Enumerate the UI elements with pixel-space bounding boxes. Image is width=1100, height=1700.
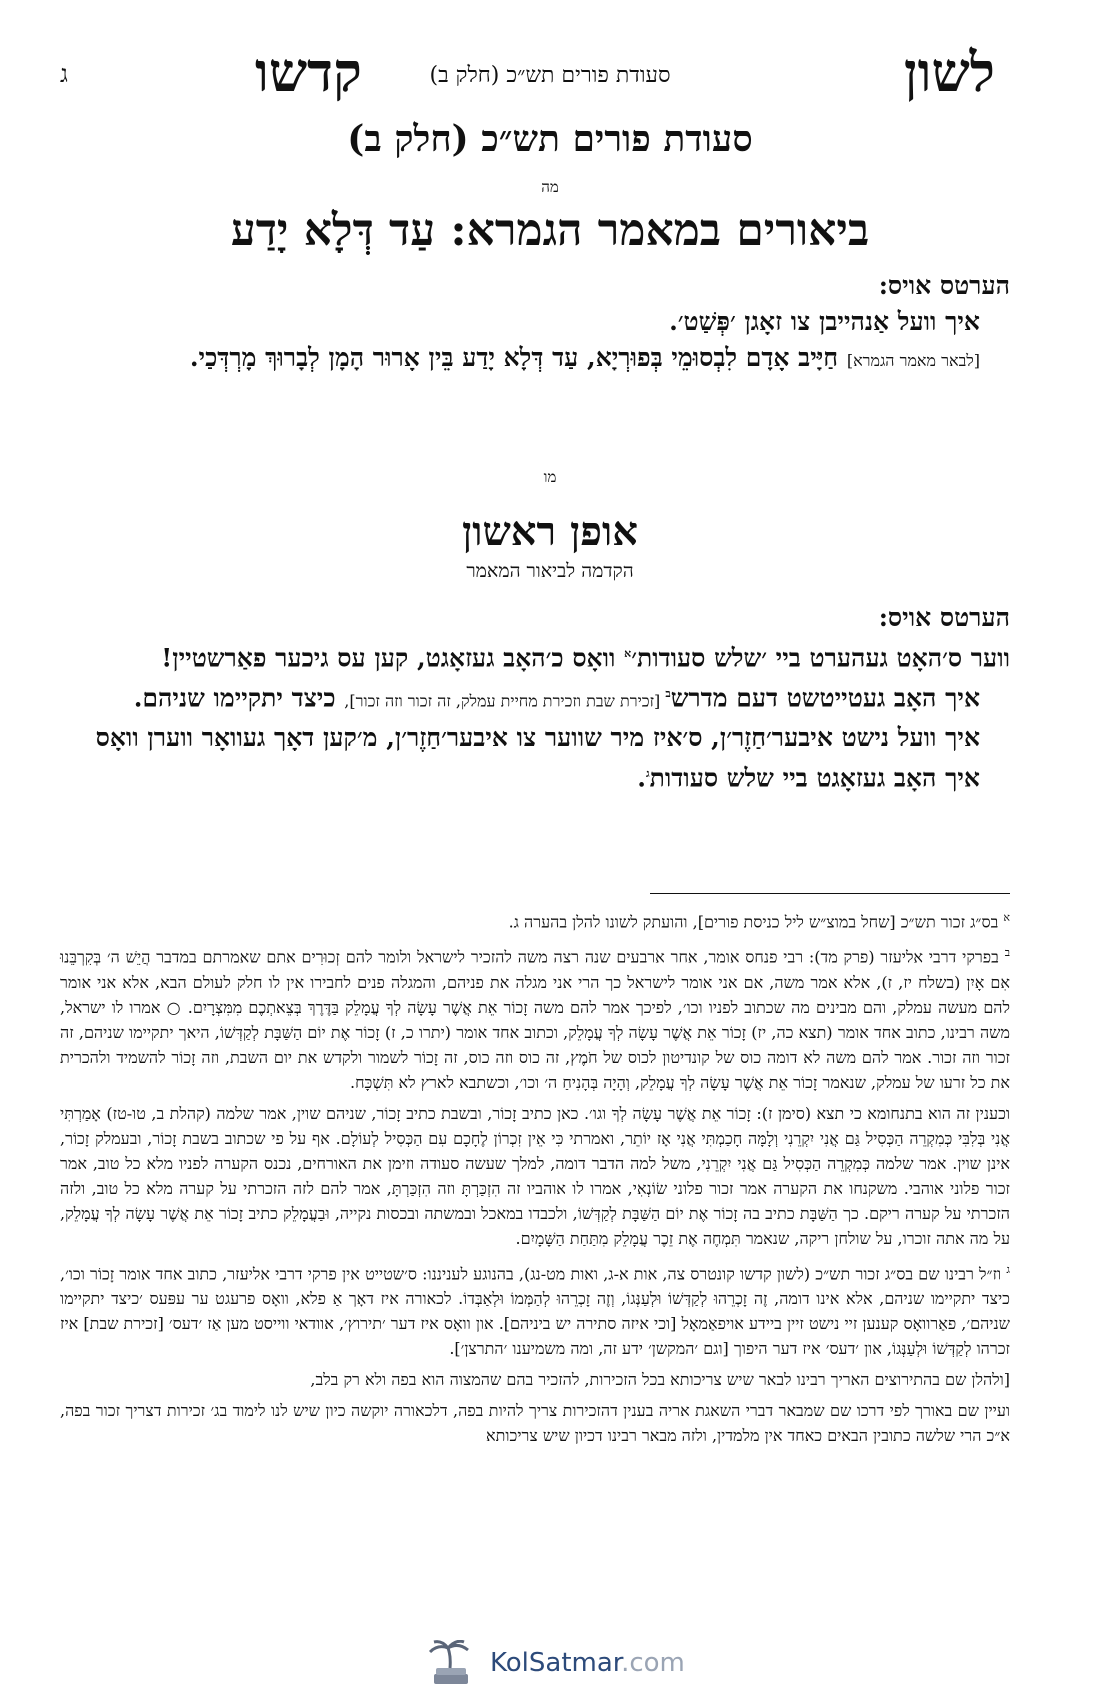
main-title: סעודת פורים תש״כ (חלק ב) xyxy=(347,118,753,160)
running-header xyxy=(60,40,1040,110)
section-body xyxy=(60,268,1010,379)
paragraph: איך וועל אַנהייבן צו זאָגן ׳פְּשַׁט׳. xyxy=(669,307,980,336)
footnote-ref[interactable]: ג xyxy=(646,766,650,780)
footnote-mark: א xyxy=(1003,911,1010,924)
text-run: איך האָב געטייטשט דעם מדרש xyxy=(670,683,980,713)
watermark-tld: .com xyxy=(621,1648,685,1678)
watermark-brand: KolSatmar xyxy=(490,1648,622,1678)
footnotes xyxy=(60,905,1010,1454)
footnote-mark: ג xyxy=(1006,1262,1010,1276)
paragraph xyxy=(60,340,1010,379)
palm-tree-icon xyxy=(420,1640,480,1690)
bracket-note: [זכירת שבת וזכירת מחיית עמלק, זה זכור וזה זכור], xyxy=(344,691,666,711)
text-run: ווער ס׳האָט געהערט ביי ׳שלש סעודות׳ xyxy=(631,643,1010,673)
footnote xyxy=(60,940,1010,1094)
section-heading: ביאורים במאמר הגמרא: עַד דְּלָא יָדַע xyxy=(230,205,870,256)
paragraph xyxy=(60,720,1010,796)
paragraph xyxy=(60,676,1010,719)
quote-text: חַיָּיב אָדָם לִבְסוּמֵי בְּפוּרְיָא, עַד דְּלָא יָדַע בֵּין אָרוּר הָמָן לְבָרוּךְ מָרְדְּכַי. xyxy=(189,343,839,372)
paragraph: הערטס אויס: xyxy=(878,603,1010,632)
watermark xyxy=(420,1640,700,1690)
footnote: [ולהלן שם בהתירוצים האריך רבינו לבאר שיש צריכותא בכל הזכירות, להזכיר בהם שהמצוה הוא בפה ולא רק בלב, xyxy=(310,1369,1010,1389)
footnote-ref[interactable]: ב xyxy=(665,687,671,701)
footnote xyxy=(60,905,1010,934)
section-body xyxy=(60,600,1010,796)
text-run: . xyxy=(637,762,646,792)
footnote: ועיין שם באורך לפי דרכו שם שמבאר דברי השאגת אריה בענין דהזכירות צריך להיות בפה, דלכאורה יוקשה כיון שיש לנו לימוד בג׳ זכירות דצריך זכור בפה, א״כ הרי שלשה כתובין הבאים כאחד אין מלמדין, ולזה מבאר רבינו דכיון שיש צריכותא xyxy=(60,1400,1010,1445)
paragraph: הערטס אויס: xyxy=(878,271,1010,300)
footnote-mark: ב xyxy=(1004,946,1010,960)
header-title-left: קדשו xyxy=(255,40,362,104)
section-number: מו xyxy=(543,468,557,486)
footnote-ref[interactable]: א xyxy=(624,647,632,660)
footnote-divider xyxy=(650,893,1010,894)
section-subheading: הקדמה לביאור המאמר xyxy=(466,560,634,582)
bracket-note: [לבאר מאמר הגמרא] xyxy=(846,351,980,370)
footnote: וכענין זה הוא בתנחומא כי תצא (סימן ז): זָכוֹר אֵת אֲשֶׁר עָשָׂה לְךָ וגו׳. כאן כתיב זָכוֹר, ובשבת כתיב זָכוֹר, שניהם שוין, אמר שלמה (קהלת ב, טו-טז) אָמַרְתִּי אֲנִי בְּלִבִּי כְּמִקְרֵה הַכְּסִיל גַּם אֲנִי יִקְרֵנִי וְלָמָּה חָכַמְתִּי אֲנִי אָז יוֹתֵר, ואמרתי כִּי אֵין זִכְרוֹן לֶחָכָם עִם הַכְּסִיל לְעוֹלָם. אף על פי שכתוב בשבת זָכוֹר, ובעמלק זָכוֹר, אינן שוין. אמר שלמה כְּמִקְרֵה הַכְּסִיל גַּם אֲנִי יִקְרֵנִי, משל למה הדבר דומה, למלך שעשה סעודה וזימן את האורחים, נכנס הקערה לפניו מלא כל טוב, אמר זכור פלוני אוהבי. משקנחו את הקערה אמר זכור פלוני שׂוֹנְאִי, אמרו לו אוהביו זה הִזְכַּרְתָּ וזה הִזְכַּרְתָּ, אמר להם לזה הזכרתי על קערה מלא כל טוב, ולזה הזכרתי על קערה ריקם. כך הַשַּׁבָּת כתיב בה זָכוֹר אֶת יוֹם הַשַּׁבָּת לְקַדְּשׁוֹ, ולכבדו במאכל ובמשתה ובכסות נקייה, וּבַעֲמָלֵק כתיב זָכוֹר אֵת אֲשֶׁר עָשָׂה לְךָ עֲמָלֵק, על מה אתה זוכרו, על שולחן ריקה, שנאמר תִּמְחֶה אֶת זֵכֶר עֲמָלֵק מִתַּחַת הַשָּׁמָיִם. xyxy=(60,1103,1010,1248)
page-number: ג xyxy=(60,60,68,88)
header-subtitle: סעודת פורים תש״כ (חלק ב) xyxy=(429,63,671,88)
section-heading: אופן ראשון xyxy=(462,508,638,555)
footnote-text: וז״ל רבינו שם בס״ג זכור תש״כ (לשון קדשו קונטרס צה, אות א-ג, ואות מט-נג), בהנוגע לעניננו: ס׳שטייט אין פרקי דרבי אליעזר, כתוב אחד אומר זָכוֹר וכו׳, כיצד יתקיימו שניהם, אלא אינו דומה, זֶה זָכְרֵהוּ לְקַדְּשׁוֹ וּלְעַנְּגוֹ, וְזֶה זָכְרֵהוּ לְהַמְּמוֹ וּלְאַבְּדוֹ. לכאורה איז דאָך אַ פלא, וואָס פרעגט ער עפּעס ׳כיצד יתקיימו שניהם׳, פאַרוואָס קענען זיי נישט זיין ביידע אויפאַמאָל [וכי איזה סתירה יש ביניהם]. און וואָס איז דער ׳תירוץ׳, אוודאי ווייסט מען אַז ׳דעס׳ [זכירת שבת] איז זכרהו לְקַדְּשׁוֹ וּלְעַנְּגוֹ, און ׳דעס׳ איז דער היפוך [וגם ׳המקשן׳ ידע זה, ומה משמיענו ׳התרצן׳]. xyxy=(60,1263,1010,1358)
footnote-text: בפרקי דרבי אליעזר (פרק מד): רבי פנחס אומר, אחר ארבעים שנה רצה משה להזכיר לישראל ולומר להם זְכוּרִים אתם שאמרתם במדבר הֲיֵשׁ ה׳ בְּקִרְבֵּנוּ אִם אָיִן (בשלח יז, ז), אלא אמר משה, אם אני אומר לישראל כך הרי אני מגלה את פניהם, והמגלה פנים לחבירו אין לו חלק לעולם הבא, אלא אני אומר להם מעשה עמלק, והם מבינים מה שכתוב לפניו וכו׳, לפיכך אמר להם משה זָכוֹר אֵת אֲשֶׁר עָשָׂה לְךָ עֲמָלֵק בַּדֶּרֶךְ בְּצֵאתְכֶם מִמִּצְרָיִם. ○ אמרו לו ישראל, משה רבינו, כתוב אחד אומר (תצא כה, יז) זָכוֹר אֵת אֲשֶׁר עָשָׂה לְךָ עֲמָלֵק, וכתוב אחד אומר (יתרו כ, ז) זָכוֹר אֶת יוֹם הַשַּׁבָּת לְקַדְּשׁוֹ, היאך יתקיימו שניהם, זה זכור וזה זכור. אמר להם משה לא דומה כוס של קונדיטון לכוס של חֹמֶץ, זה כוס וזה כוס, זה זָכוֹר לשמור ולקדש את יום השבת, וזה זָכוֹר להשמיד ולהכרית את כל זרעו של עמלק, שנאמר זָכוֹר אֵת אֲשֶׁר עָשָׂה לְךָ עֲמָלֵק, וְהָיָה בְּהָנִיחַ ה׳ וכו׳, וכשתבא לארץ לא תִּשְׁכָּח. xyxy=(60,947,1010,1092)
header-title-right: לשון xyxy=(903,40,995,104)
text-run: כיצד יתקיימו שניהם. xyxy=(133,683,345,713)
paragraph xyxy=(60,636,1010,676)
text-run: איך וועל נישט איבער׳חַזֶר׳ן, ס׳איז מיר שווער צו איבער׳חַזֶר׳ן, מ׳קען דאָך געוואָר ווערן וואָס איך האָב געזאָגט ביי שלש סעודות xyxy=(95,722,980,792)
text-run: וואָס כ׳האָב געזאָגט, קען עס גיכער פאַרשטיין! xyxy=(161,643,625,673)
footnote xyxy=(60,1257,1010,1361)
watermark-text xyxy=(490,1648,685,1678)
footnote-text: בס״ג זכור תש״כ [שחל במוצ״ש ליל כניסת פורים], והועתק לשונו להלן בהערה ג. xyxy=(508,912,999,932)
section-number: מה xyxy=(541,178,559,196)
